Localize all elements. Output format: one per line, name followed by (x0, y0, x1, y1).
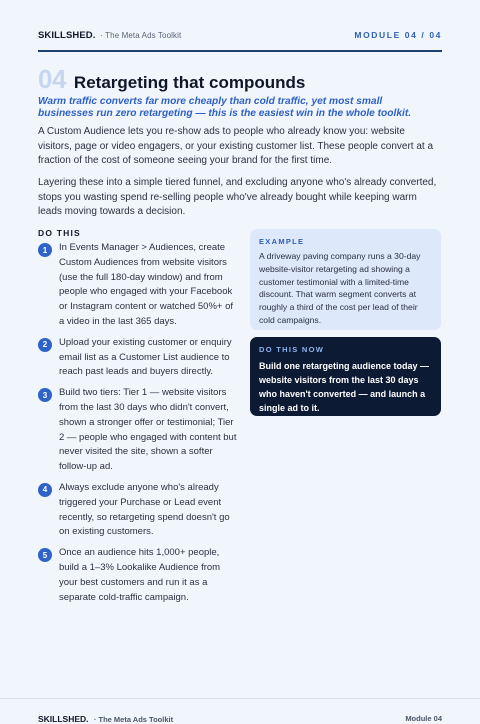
body-paragraph-1: A Custom Audience lets you re-show ads to people who already know you: website visitors, page or video engagers, or your existing customer list. These people convert at a fraction of the cost of someone seeing your brand for the first time. (38, 126, 434, 166)
step-text: Always exclude anyone who's already triggered your Purchase or Lead event recently, so retargeting spend doesn't go on existing customers. (59, 481, 230, 538)
step-item (38, 336, 240, 380)
brand-header (38, 30, 181, 41)
brand-name: SKILLSHED. (38, 30, 96, 41)
footer-brand-name: SKILLSHED. (38, 714, 89, 724)
page-header (38, 30, 442, 52)
footer-brand-subtitle: · The Meta Ads Toolkit (93, 715, 174, 724)
page-footer (0, 698, 480, 724)
title-row (38, 64, 305, 95)
do-this-now-text: Build one retargeting audience today — website visitors from the last 30 days who haven't converted — and launch a single ad to it. (259, 361, 430, 413)
step-text: Build two tiers: Tier 1 — website visitors from the last 30 days who didn't convert, shown a stronger offer or testimonial; Tier 2 — people who engaged with content but never visited the site, shown a softer follow-up ad. (59, 387, 237, 473)
step-item (38, 386, 240, 475)
step-number-badge: 3 (38, 388, 52, 402)
step-item (38, 241, 240, 330)
step-number-badge: 2 (38, 338, 52, 352)
step-item (38, 546, 240, 605)
footer-brand (38, 714, 173, 724)
body-paragraph-2: Layering these into a simple tiered funnel, and excluding anyone who's already converted, stops you wasting spend re-selling people who've already bought while keeping warm leads moving towards a decision. (38, 177, 437, 217)
do-this-now-callout (250, 337, 441, 416)
step-number-badge: 5 (38, 548, 52, 562)
section-number: 04 (38, 64, 66, 94)
footer-module-label: Module 04 (405, 714, 442, 723)
brand-subtitle: · The Meta Ads Toolkit (100, 31, 182, 40)
step-text: In Events Manager > Audiences, create Custom Audiences from website visitors (use the full 180-day window) and from people who engaged with your Facebook or Instagram content or watched 50%+ of a video in the last 365 days. (59, 242, 234, 327)
step-text: Once an audience hits 1,000+ people, build a 1–3% Lookalike Audience from your best customers and run it as a separate cold-traffic campaign. (59, 547, 221, 603)
example-label: EXAMPLE (259, 237, 305, 246)
example-callout (250, 229, 441, 330)
do-this-now-label: DO THIS NOW (259, 345, 325, 354)
page-title: Retargeting that compounds (73, 73, 306, 92)
do-this-heading: DO THIS (38, 228, 81, 238)
lead-text: Warm traffic converts far more cheaply than cold traffic, yet most small businesses run zero retargeting — this is the easiest win in the whole toolkit. (38, 96, 412, 119)
step-text: Upload your existing customer or enquiry email list as a Customer List audience to reach past leads and buyers directly. (59, 336, 232, 378)
module-tag: MODULE 04 / 04 (354, 30, 442, 40)
step-number-badge: 4 (38, 483, 52, 497)
steps-list (38, 241, 240, 611)
step-item (38, 481, 240, 540)
step-number-badge: 1 (38, 243, 52, 257)
example-text: A driveway paving company runs a 30-day website-visitor retargeting ad showing a customer testimonial with a limited-time discount. That warm segment converts at roughly a third of the cost per lead of their cold campaigns. (259, 251, 421, 325)
